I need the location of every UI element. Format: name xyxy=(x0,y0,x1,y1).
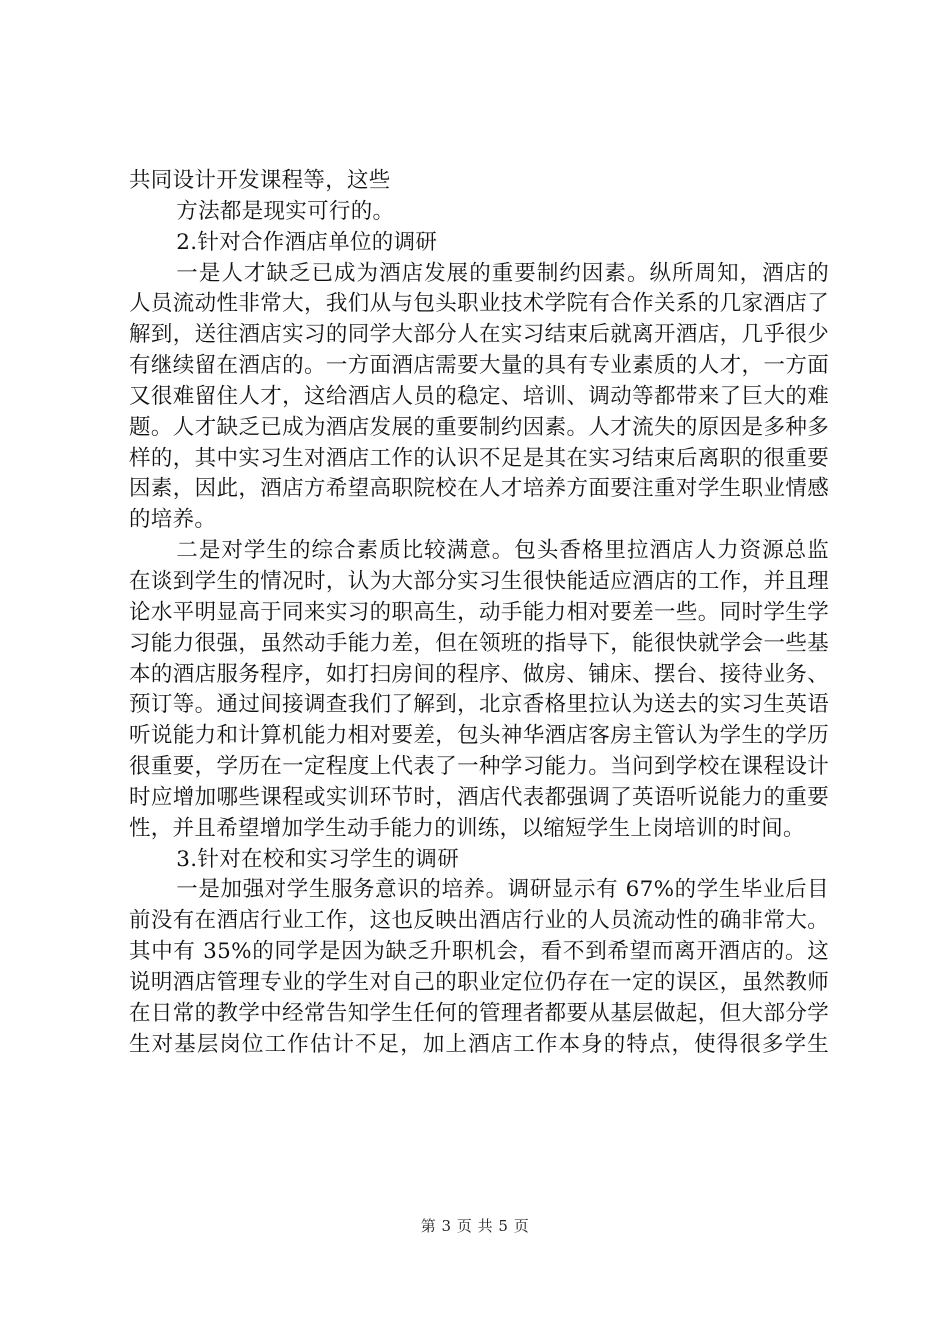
paragraph-5: 一是加强对学生服务意识的培养。调研显示有 67%的学生毕业后目前没有在酒店行业工作，这也反映出酒店行业的人员流动性的确非常大。其中有 35%的同学是因为缺乏升职机会，看不到希望而离开酒店的。这说明酒店管理专业的学生对自己的职业定位仍存在一定的误区，虽然教师在日常的教学中经常告知学生任何的管理者都要从基层做起，但大部分学生对基层岗位工作估计不足，加上酒店工作本身的特点，使得很多学生 xyxy=(129,877,829,1057)
page-footer: 第 3 页 共 5 页 xyxy=(420,1217,530,1235)
paragraph-2: 方法都是现实可行的。 xyxy=(176,198,395,224)
section-heading-2: 2.针对合作酒店单位的调研 xyxy=(176,229,438,255)
paragraph-4: 二是对学生的综合素质比较满意。包头香格里拉酒店人力资源总监在谈到学生的情况时，认为大部分实习生很快能适应酒店的工作，并且理论水平明显高于同来实习的职高生，动手能力相对要差一些。同时学生学习能力很强，虽然动手能力差，但在领班的指导下，能很快就学会一些基本的酒店服务程序，如打扫房间的程序、做房、铺床、摆台、接待业务、预订等。通过间接调查我们了解到，北京香格里拉认为送去的实习生英语听说能力和计算机能力相对要差，包头神华酒店客房主管认为学生的学历很重要，学历在一定程度上代表了一种学习能力。当问到学校在课程设计时应增加哪些课程或实训环节时，酒店代表都强调了英语听说能力的重要性，并且希望增加学生动手能力的训练，以缩短学生上岗培训的时间。 xyxy=(129,538,829,841)
document-body xyxy=(129,166,829,1060)
paragraph-3: 一是人才缺乏已成为酒店发展的重要制约因素。纵所周知，酒店的人员流动性非常大，我们从与包头职业技术学院有合作关系的几家酒店了解到，送往酒店实习的同学大部分人在实习结束后就离开酒店，几乎很少有继续留在酒店的。一方面酒店需要大量的具有专业素质的人才，一方面又很难留住人才，这给酒店人员的稳定、培训、调动等都带来了巨大的难题。人才缺乏已成为酒店发展的重要制约因素。人才流失的原因是多种多样的，其中实习生对酒店工作的认识不足是其在实习结束后离职的很重要因素，因此，酒店方希望高职院校在人才培养方面要注重对学生职业情感的培养。 xyxy=(129,260,829,533)
section-heading-3: 3.针对在校和实习学生的调研 xyxy=(176,846,460,872)
paragraph-1: 共同设计开发课程等，这些 xyxy=(129,168,391,193)
